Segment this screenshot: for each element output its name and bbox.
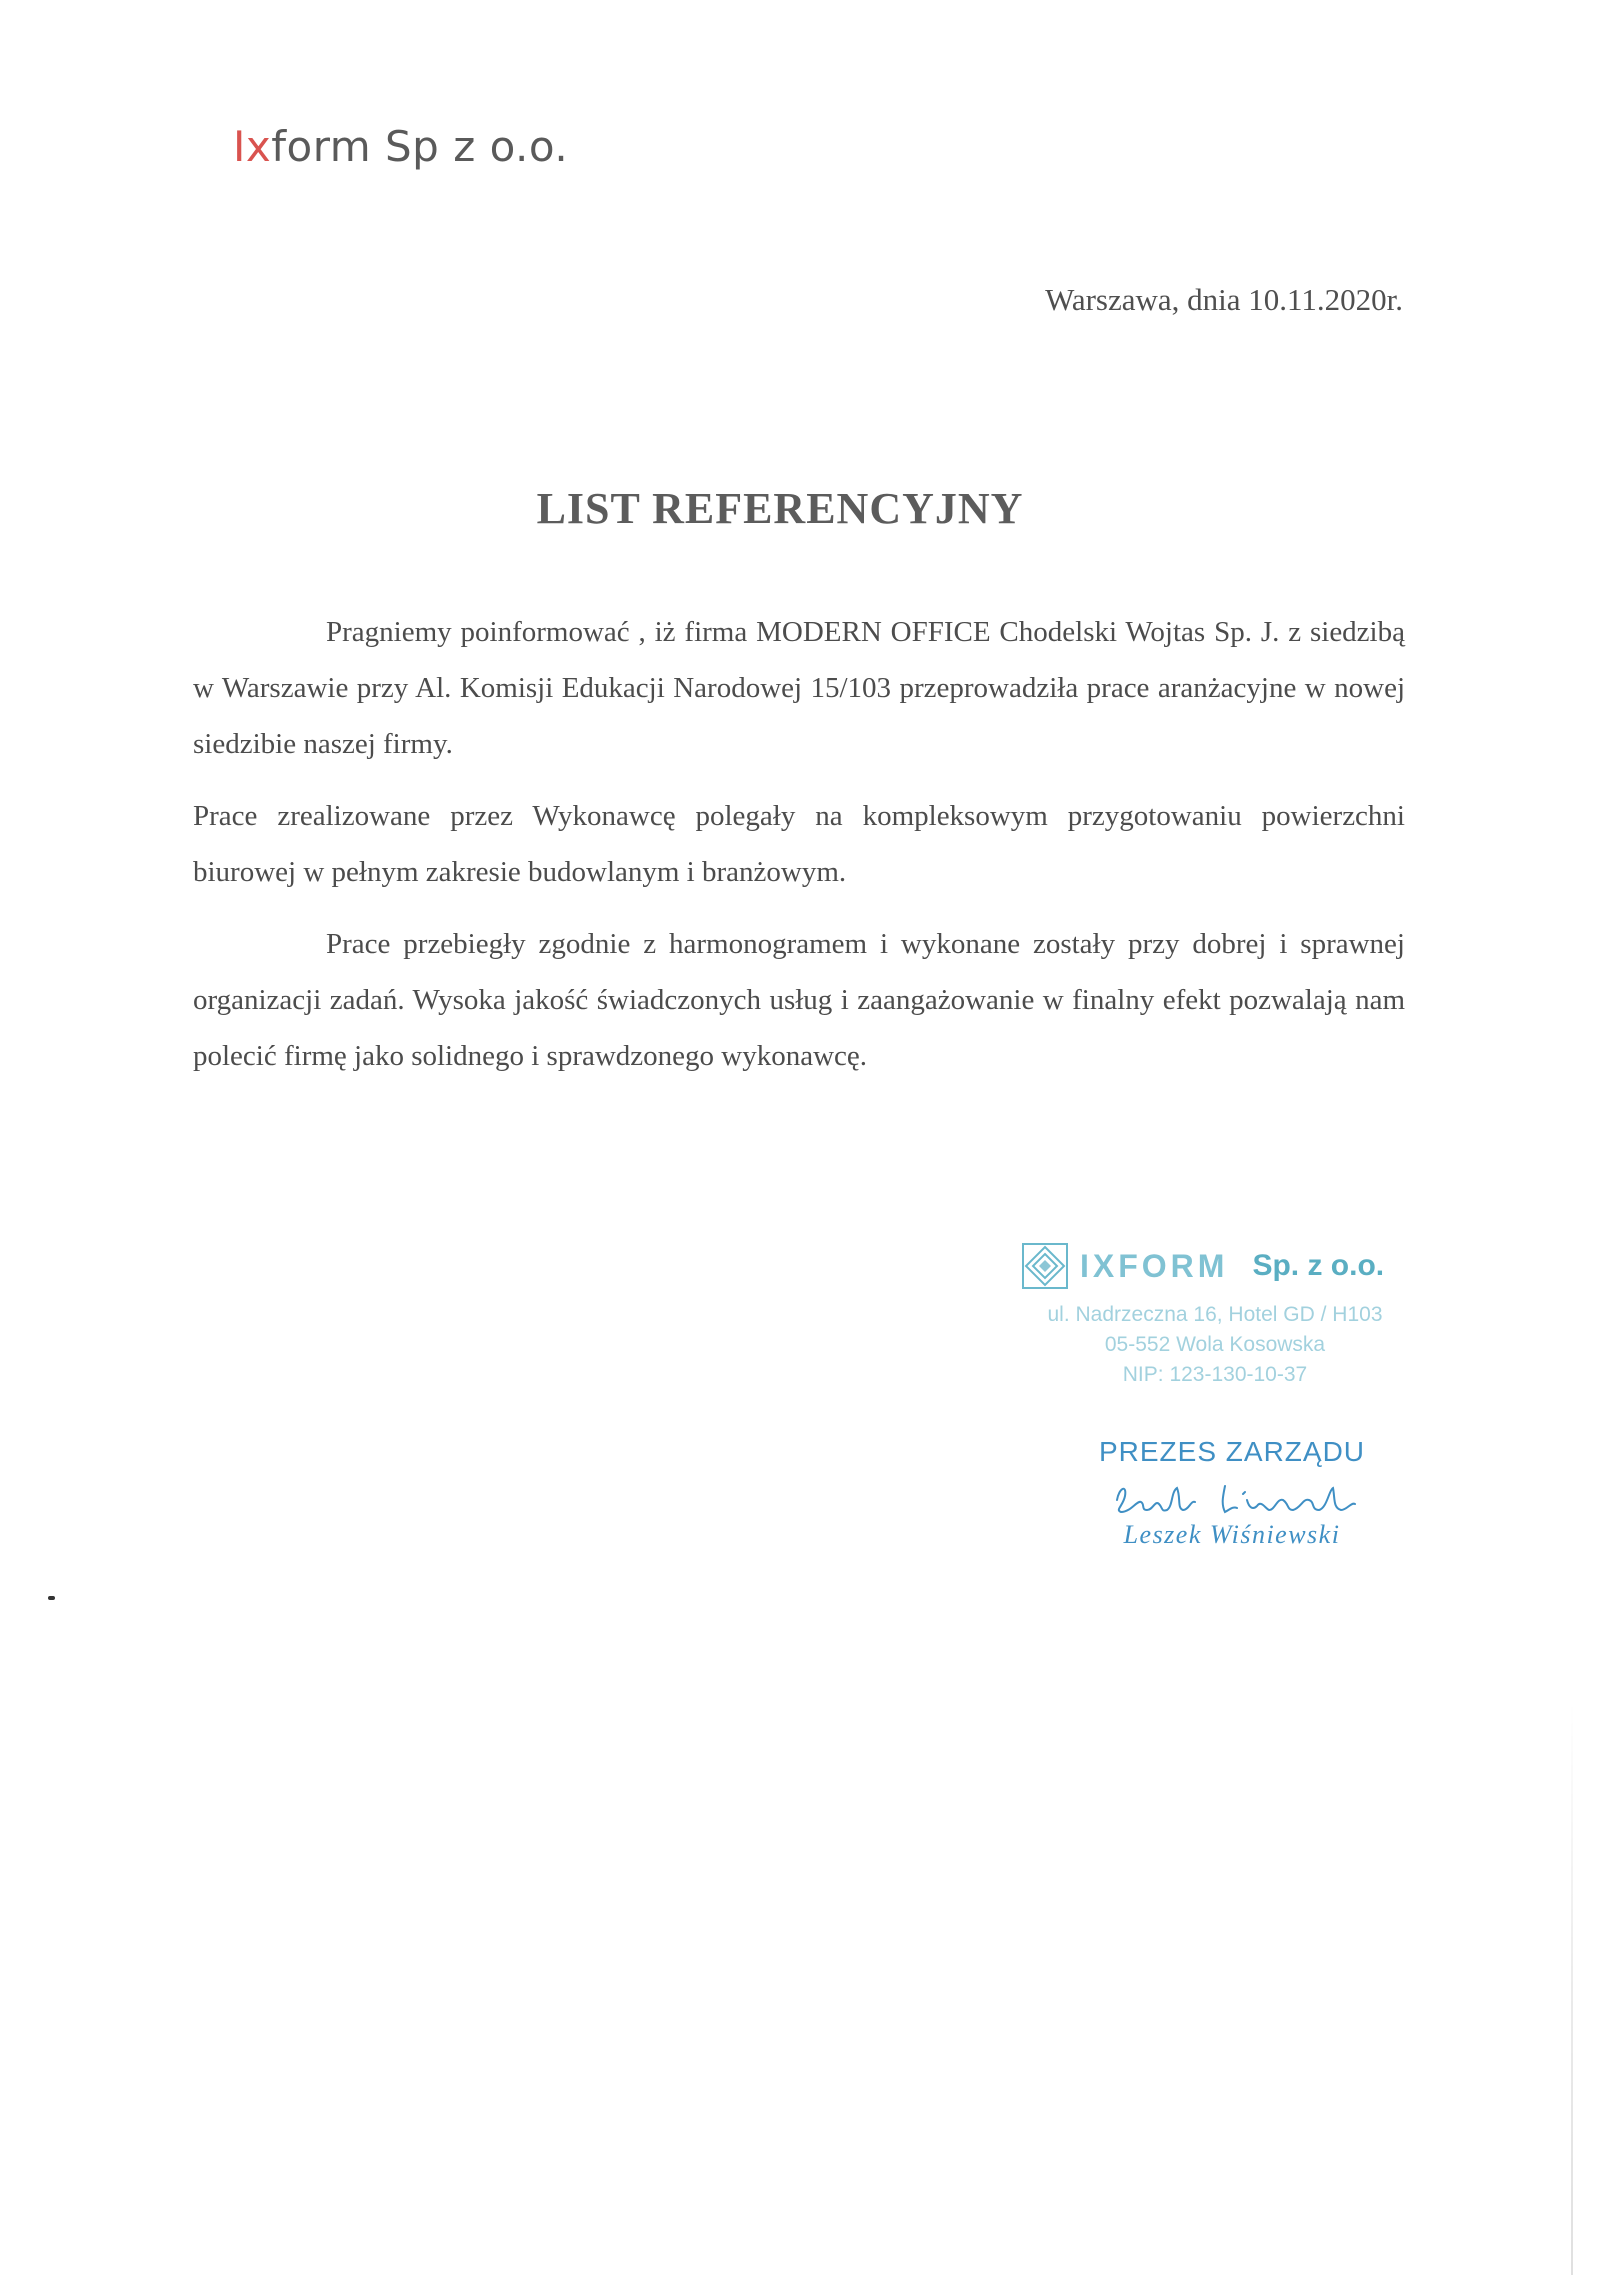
stamp-line-city: 05-552 Wola Kosowska [1104, 1333, 1326, 1356]
stamp-line-nip: NIP: 123-130-10-37 [1122, 1363, 1308, 1386]
logo-text: form Sp z o.o. [271, 122, 569, 171]
signatory-name: Leszek Wiśniewski [1123, 1520, 1341, 1549]
signatory-title: PREZES ZARZĄDU [1098, 1436, 1366, 1467]
paragraph-3: Prace przebiegły zgodnie z harmonogramem i wykonane zostały przy dobrej i sprawnej organizacji zadań. Wysoka jakość świadczonych usług i zaangażowanie w finalny efekt pozwalają nam polecić firmę jako solidnego i sprawdzonego wykonawcę. [193, 928, 1405, 1072]
signatory-stamp [1092, 1436, 1372, 1550]
letter-date: Warszawa, dnia 10.11.2020r. [1045, 282, 1403, 317]
logo-accent: Ix [233, 122, 272, 171]
handwritten-signature [1097, 1470, 1367, 1522]
letter-body [193, 604, 1405, 1100]
scan-speck [48, 1596, 55, 1600]
stamp-company-name: IXFORM [1080, 1247, 1229, 1284]
company-stamp [1020, 1238, 1420, 1390]
paragraph-1: Pragniemy poinformować , iż firma MODERN OFFICE Chodelski Wojtas Sp. J. z siedzibą w Warszawie przy Al. Komisji Edukacji Narodowej 15/103 przeprowadziła prace aranżacyjne w nowej siedzibie naszej firmy. [193, 616, 1405, 760]
company-logo [233, 122, 568, 171]
scan-edge [1571, 1700, 1573, 2275]
stamp-line-street: ul. Nadrzeczna 16, Hotel GD / H103 [1047, 1303, 1383, 1326]
stamp-address [1030, 1300, 1420, 1390]
stamp-header [1020, 1238, 1420, 1294]
stamp-logo-icon [1020, 1241, 1070, 1291]
paragraph-2: Prace zrealizowane przez Wykonawcę polegały na kompleksowym przygotowaniu powierzchni biurowej w pełnym zakresie budowlanym i branżowym. [193, 800, 1405, 888]
letter-title: LIST REFERENCYJNY [536, 484, 1024, 533]
stamp-company-suffix: Sp. z o.o. [1252, 1249, 1385, 1282]
